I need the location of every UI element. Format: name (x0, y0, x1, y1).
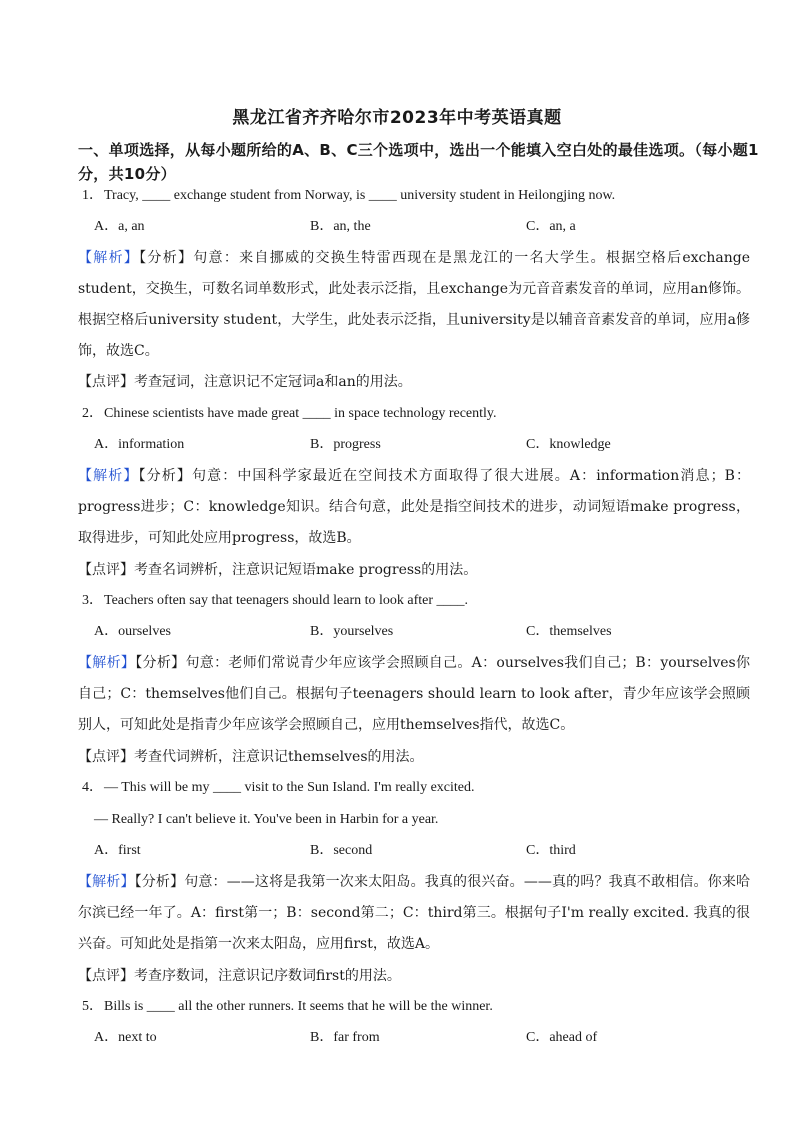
option-c: C．an, a (526, 219, 576, 234)
option-c: C．ahead of (526, 1030, 598, 1045)
question-stem: — This will be my ____ visit to the Sun Island. I'm really excited. (104, 780, 475, 795)
comment-4: 【点评】考查序数词，注意识记序数词first的用法。 (78, 968, 401, 984)
question-stem: Teachers often say that teenagers should learn to look after ____. (104, 593, 469, 608)
question-number: 2． (82, 406, 103, 421)
option-a: A．first (94, 843, 141, 858)
comment-3: 【点评】考查代词辨析，注意识记themselves的用法。 (78, 749, 424, 765)
question-stem: Tracy, ____ exchange student from Norway, is ____ university student in Heilongjing now. (104, 188, 616, 203)
option-a: A．ourselves (94, 624, 171, 639)
analysis-text: 【分析】句意：——这将是我第一次来太阳岛。我真的很兴奋。——真的吗？我真不敢相信。你来哈尔滨已经一年了。A：first第一；B：second第二；C：third第三。根据句子I'm really excited. 我真的很兴奋。可知此处是指第一次来太阳岛，应用first，故选A。 (78, 874, 751, 952)
option-b: B．second (310, 843, 373, 858)
question-stem-reply: — Really? I can't believe it. You've been in Harbin for a year. (94, 812, 439, 827)
option-b: B．progress (310, 437, 381, 452)
question-stem: Bills is ____ all the other runners. It seems that he will be the winner. (104, 999, 493, 1014)
analysis-tag: 【解析】 (78, 874, 135, 890)
question-stem: Chinese scientists have made great ____ in space technology recently. (104, 406, 497, 421)
analysis-4 (78, 867, 750, 960)
analysis-3 (78, 648, 750, 741)
analysis-text: 【分析】句意：来自挪威的交换生特雷西现在是黑龙江的一名大学生。根据空格后exchange student，交换生，可数名词单数形式，此处表示泛指，且exchange为元音音素发音的单词，应用an修饰。根据空格后university student，大学生，此处表示泛指，且university是以辅音音素发音的单词，应用a修饰，故选C。 (78, 250, 750, 359)
page-title: 黑龙江省齐齐哈尔市2023年中考英语真题 (232, 108, 562, 128)
option-a: A．a, an (94, 219, 145, 234)
option-b: B．far from (310, 1030, 380, 1045)
option-c: C．themselves (526, 624, 612, 639)
analysis-text: 【分析】句意：老师们常说青少年应该学会照顾自己。A：ourselves我们自己；B：yourselves你自己；C：themselves他们自己。根据句子teenagers should learn to look after，青少年应该学会照顾别人，可知此处是指青少年应该学会照顾自己，应用themselves指代，故选C。 (78, 655, 751, 733)
option-a: A．information (94, 437, 185, 452)
analysis-2 (78, 461, 750, 554)
question-number: 3． (82, 593, 103, 608)
question-number: 1． (82, 188, 103, 203)
option-c: C．knowledge (526, 437, 611, 452)
option-b: B．an, the (310, 219, 371, 234)
question-number: 5． (82, 999, 103, 1014)
analysis-tag: 【解析】 (78, 468, 139, 484)
comment-2: 【点评】考查名词辨析，注意识记短语make progress的用法。 (78, 562, 478, 578)
question-number: 4． (82, 780, 103, 795)
option-a: A．next to (94, 1030, 157, 1045)
comment-1: 【点评】考查冠词，注意识记不定冠词a和an的用法。 (78, 374, 412, 390)
analysis-1 (78, 243, 750, 367)
option-c: C．third (526, 843, 576, 858)
analysis-tag: 【解析】 (78, 655, 136, 671)
analysis-tag: 【解析】 (78, 250, 140, 266)
section-heading: 一、单项选择，从每小题所给的A、B、C三个选项中，选出一个能填入空白处的最佳选项。（每小题1分，共10分） (78, 141, 759, 183)
option-b: B．yourselves (310, 624, 394, 639)
analysis-text: 【分析】句意：中国科学家最近在空间技术方面取得了很大进展。A：information消息；B：progress进步；C：knowledge知识。结合句意，此处是指空间技术的进步，动词短语make progress，取得进步，可知此处应用progress，故选B。 (78, 468, 750, 546)
